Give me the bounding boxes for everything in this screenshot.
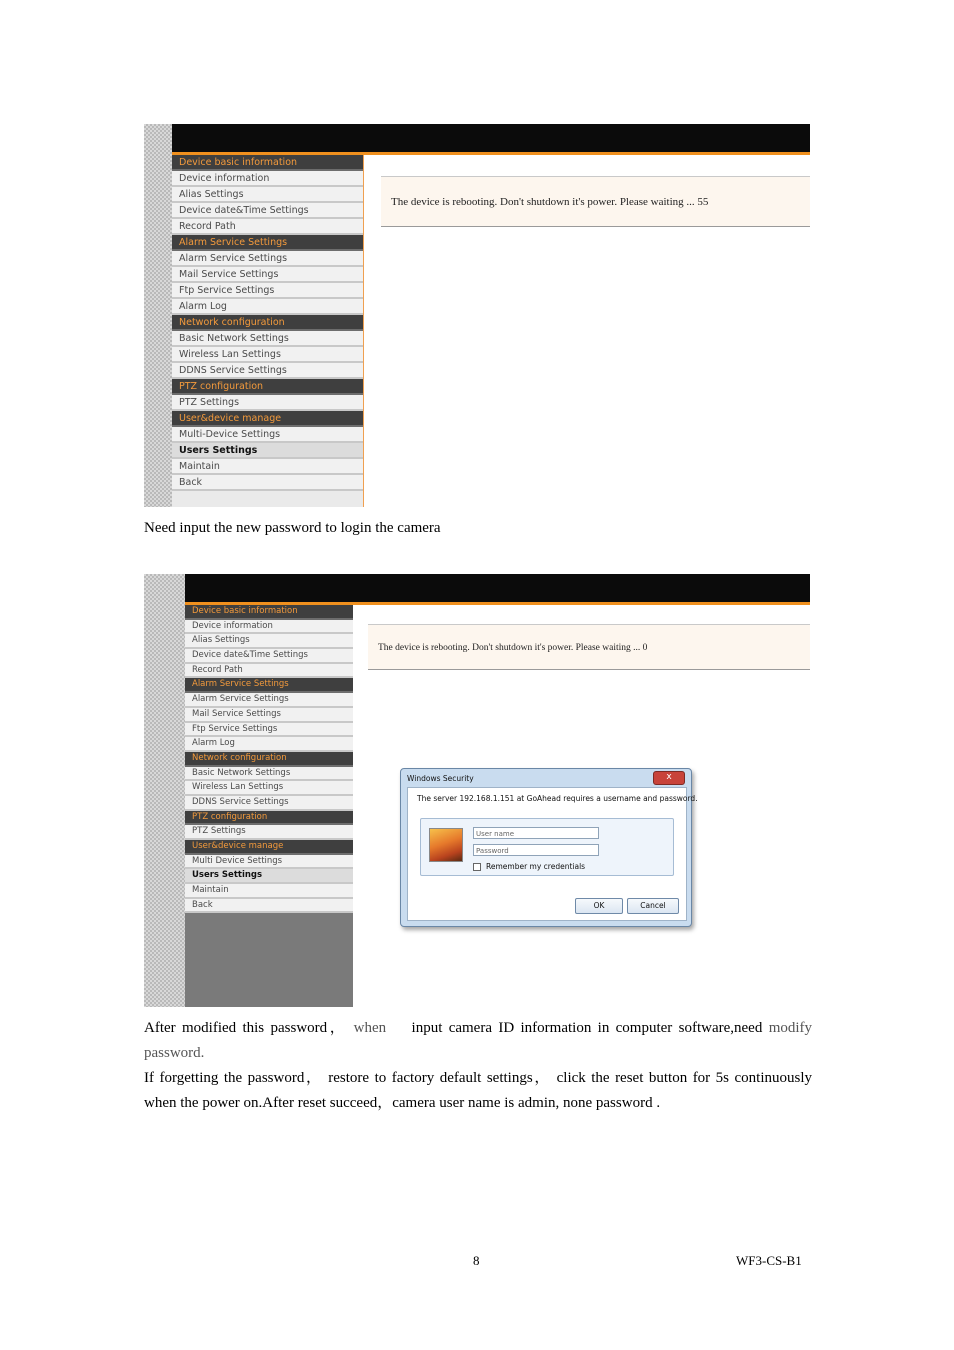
- menu-section-header: Device basic information: [172, 155, 363, 171]
- menu-section-header: Alarm Service Settings: [172, 235, 363, 251]
- menu-section-header: Alarm Service Settings: [185, 678, 353, 693]
- menu-item[interactable]: Users Settings: [185, 869, 353, 884]
- checkbox-icon: [473, 863, 481, 871]
- remember-label: Remember my credentials: [486, 862, 586, 871]
- dialog-body: [407, 787, 698, 921]
- paragraph-reset: If forgetting the password， restore to factory default settings， click the reset button for 5s continuously when the power on.After reset succeed，camera user name is admin, none password .: [144, 1070, 812, 1111]
- menu-item[interactable]: Alias Settings: [172, 187, 363, 203]
- document-code: WF3-CS-B1: [736, 1253, 802, 1268]
- menu-item[interactable]: PTZ Settings: [172, 395, 363, 411]
- reboot-message: The device is rebooting. Don't shutdown it's power. Please waiting ... 55: [381, 176, 810, 227]
- menu-item[interactable]: Alarm Service Settings: [172, 251, 363, 267]
- menu-item[interactable]: Wireless Lan Settings: [185, 781, 353, 796]
- menu-item[interactable]: Mail Service Settings: [172, 267, 363, 283]
- caption-login: Need input the new password to login the camera: [144, 520, 441, 536]
- menu-section-header: User&device manage: [185, 840, 353, 855]
- menu-item[interactable]: Record Path: [185, 664, 353, 679]
- menu-item[interactable]: Alarm Log: [172, 299, 363, 315]
- menu-item[interactable]: Record Path: [172, 219, 363, 235]
- menu-item[interactable]: Ftp Service Settings: [185, 723, 353, 738]
- menu-section-header: User&device manage: [172, 411, 363, 427]
- dialog-title: Windows Security: [407, 774, 474, 783]
- para1-part-c: input camera ID information in computer software,need: [411, 1020, 763, 1036]
- settings-menu: [172, 155, 364, 507]
- menu-section-header: PTZ configuration: [185, 811, 353, 826]
- menu-item[interactable]: Device information: [185, 620, 353, 635]
- para1-part-d: modify password.: [144, 1020, 813, 1061]
- menu-item[interactable]: Back: [185, 899, 353, 914]
- menu-item[interactable]: Maintain: [172, 459, 363, 475]
- menu-section-header: Device basic information: [185, 605, 353, 620]
- menu-item[interactable]: PTZ Settings: [185, 825, 353, 840]
- checker-pattern: [144, 574, 185, 1007]
- menu-item[interactable]: Ftp Service Settings: [172, 283, 363, 299]
- menu-item[interactable]: Alarm Log: [185, 737, 353, 752]
- screenshot-rebooting: [144, 124, 810, 507]
- menu-item[interactable]: Wireless Lan Settings: [172, 347, 363, 363]
- para1-part-a: After modified this password，: [144, 1020, 348, 1036]
- menu-item[interactable]: Basic Network Settings: [185, 767, 353, 782]
- paragraph-modify-password: [144, 1016, 812, 1066]
- dialog-message: The server 192.168.1.151 at GoAhead requires a username and password.: [417, 794, 698, 803]
- password-field[interactable]: Password: [473, 844, 599, 856]
- menu-item[interactable]: Users Settings: [172, 443, 363, 459]
- checker-pattern: [144, 124, 172, 507]
- username-field[interactable]: User name: [473, 827, 599, 839]
- menu-item[interactable]: Multi-Device Settings: [172, 427, 363, 443]
- menu-section-header: PTZ configuration: [172, 379, 363, 395]
- menu-item[interactable]: Back: [172, 475, 363, 491]
- menu-item[interactable]: Multi Device Settings: [185, 855, 353, 870]
- menu-item[interactable]: Alias Settings: [185, 634, 353, 649]
- user-picture-icon: [429, 828, 463, 862]
- para1-part-b: when: [353, 1020, 387, 1036]
- menu-item[interactable]: Device date&Time Settings: [185, 649, 353, 664]
- header-bar: [185, 574, 810, 605]
- menu-item[interactable]: Alarm Service Settings: [185, 693, 353, 708]
- ok-button[interactable]: OK: [575, 898, 623, 914]
- menu-item[interactable]: Basic Network Settings: [172, 331, 363, 347]
- settings-menu: [185, 605, 353, 1007]
- page-number: 8: [473, 1253, 480, 1268]
- windows-security-dialog: [400, 768, 698, 927]
- menu-item[interactable]: DDNS Service Settings: [185, 796, 353, 811]
- screenshot-login-dialog: [144, 574, 810, 1007]
- menu-item[interactable]: Device information: [172, 171, 363, 187]
- cancel-button[interactable]: Cancel: [627, 898, 679, 914]
- menu-item[interactable]: Device date&Time Settings: [172, 203, 363, 219]
- reboot-message: The device is rebooting. Don't shutdown it's power. Please waiting ... 0: [368, 624, 810, 670]
- credential-panel: [420, 818, 674, 876]
- menu-section-header: Network configuration: [172, 315, 363, 331]
- menu-item[interactable]: DDNS Service Settings: [172, 363, 363, 379]
- remember-credentials-checkbox[interactable]: [473, 862, 585, 871]
- close-button[interactable]: x: [653, 771, 685, 785]
- header-bar: [172, 124, 810, 155]
- menu-section-header: Network configuration: [185, 752, 353, 767]
- menu-item[interactable]: Maintain: [185, 884, 353, 899]
- menu-item[interactable]: Mail Service Settings: [185, 708, 353, 723]
